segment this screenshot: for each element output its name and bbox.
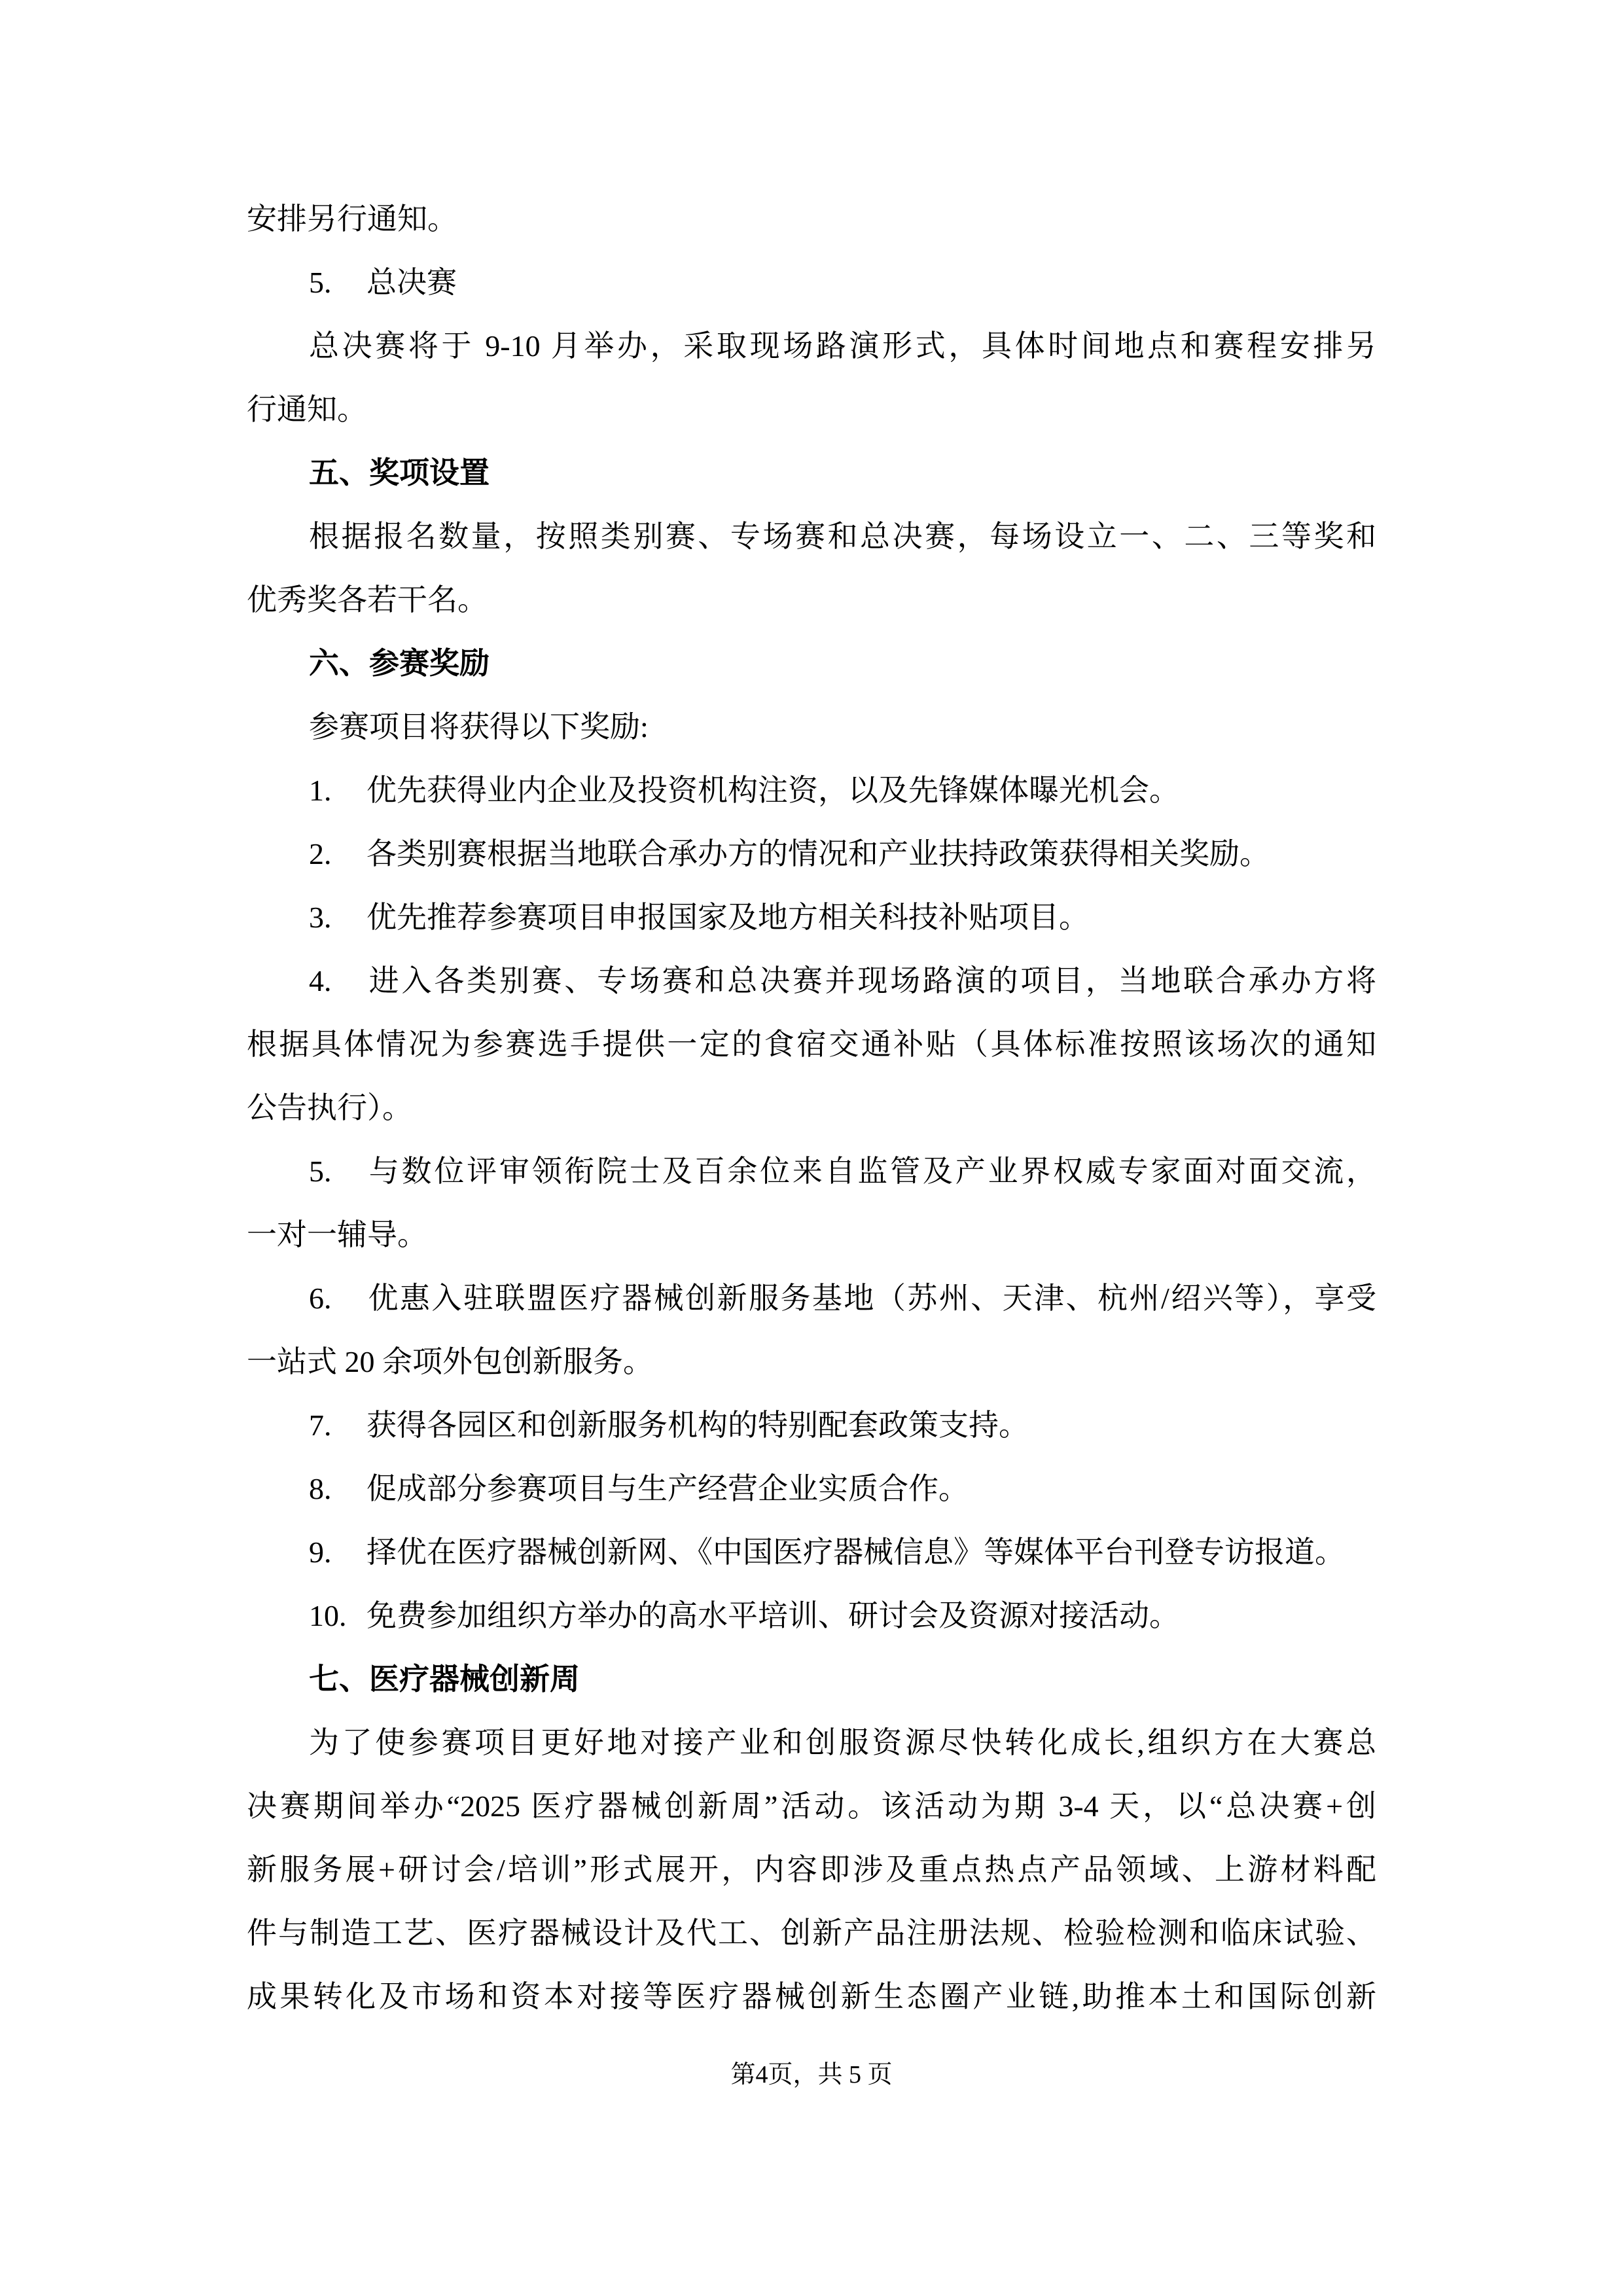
list-item-number: 4. [309, 964, 332, 997]
paragraph-line: 一站式 20 余项外包创新服务。 [247, 1345, 653, 1378]
list-item-number: 5. [309, 1155, 332, 1188]
list-item-text: 促成部分参赛项目与生产经营企业实质合作。 [366, 1472, 969, 1505]
list-item [247, 1520, 1376, 1584]
paragraph-line: 安排另行通知。 [247, 202, 457, 236]
document-body [247, 187, 1376, 2028]
list-item-text: 优先推荐参赛项目申报国家及地方相关科技补贴项目。 [366, 901, 1089, 934]
page-footer: 第4页，共 5 页 [730, 2061, 893, 2089]
list-item-number: 9. [309, 1535, 332, 1569]
paragraph-line: 为了使参赛项目更好地对接产业和创服资源尽快转化成长,组织方在大赛总 [309, 1726, 1376, 1759]
list-item [247, 1393, 1376, 1457]
list-item [247, 886, 1376, 949]
paragraph-line: 公告执行）。 [247, 1091, 412, 1124]
list-item [247, 1266, 1376, 1330]
list-item-number: 3. [309, 901, 332, 934]
list-item-text: 优惠入驻联盟医疗器械创新服务基地（苏州、天津、杭州/绍兴等），享受 [366, 1282, 1376, 1315]
list-item-number: 1. [309, 774, 332, 807]
list-item [247, 1584, 1376, 1647]
list-item-number: 7. [309, 1408, 332, 1442]
list-item [247, 1457, 1376, 1520]
list-item-text: 优先获得业内企业及投资机构注资，以及先锋媒体曝光机会。 [366, 774, 1179, 807]
list-item-text: 各类别赛根据当地联合承办方的情况和产业扶持政策获得相关奖励。 [366, 837, 1270, 870]
list-item-text: 获得各园区和创新服务机构的特别配套政策支持。 [366, 1408, 1029, 1442]
list-item-number: 8. [309, 1472, 332, 1505]
paragraph-line: 参赛项目将获得以下奖励: [309, 710, 649, 744]
paragraph-line: 新服务展+研讨会/培训”形式展开，内容即涉及重点热点产品领域、上游材料配 [247, 1853, 1376, 1886]
paragraph-line: 根据报名数量，按照类别赛、专场赛和总决赛，每场设立一、二、三等奖和 [309, 520, 1376, 553]
list-item-text: 进入各类别赛、专场赛和总决赛并现场路演的项目，当地联合承办方将 [366, 964, 1376, 997]
list-item-text: 总决赛 [366, 266, 457, 299]
list-item-text: 与数位评审领衔院士及百余位来自监管及产业界权威专家面对面交流， [366, 1155, 1376, 1188]
list-item-text: 免费参加组织方举办的高水平培训、研讨会及资源对接活动。 [366, 1599, 1179, 1632]
list-item [247, 1139, 1376, 1203]
section-heading: 六、参赛奖励 [309, 647, 490, 680]
list-item-number: 6. [309, 1282, 332, 1315]
paragraph-line: 优秀奖各若干名。 [247, 583, 488, 617]
section-heading: 七、医疗器械创新周 [309, 1662, 580, 1696]
paragraph-line: 决赛期间举办“2025 医疗器械创新周”活动。该活动为期 3-4 天，以“总决赛+创 [247, 1789, 1376, 1823]
paragraph-line: 成果转化及市场和资本对接等医疗器械创新生态圈产业链,助推本土和国际创新 [247, 1980, 1376, 2013]
list-item-number: 10. [309, 1599, 347, 1632]
paragraph-line: 总决赛将于 9-10 月举办，采取现场路演形式，具体时间地点和赛程安排另 [309, 329, 1376, 363]
paragraph-line: 件与制造工艺、医疗器械设计及代工、创新产品注册法规、检验检测和临床试验、 [247, 1916, 1376, 1950]
list-item [247, 759, 1376, 822]
list-item [247, 949, 1376, 1013]
paragraph-line: 根据具体情况为参赛选手提供一定的食宿交通补贴（具体标准按照该场次的通知 [247, 1028, 1376, 1061]
list-item [247, 251, 1376, 314]
list-item-text: 择优在医疗器械创新网、《中国医疗器械信息》等媒体平台刊登专访报道。 [366, 1535, 1345, 1569]
list-item-number: 2. [309, 837, 332, 870]
list-item-number: 5. [309, 266, 332, 299]
list-item [247, 822, 1376, 886]
paragraph-line: 行通知。 [247, 393, 367, 426]
section-heading: 五、奖项设置 [309, 456, 490, 490]
paragraph-line: 一对一辅导。 [247, 1218, 427, 1251]
